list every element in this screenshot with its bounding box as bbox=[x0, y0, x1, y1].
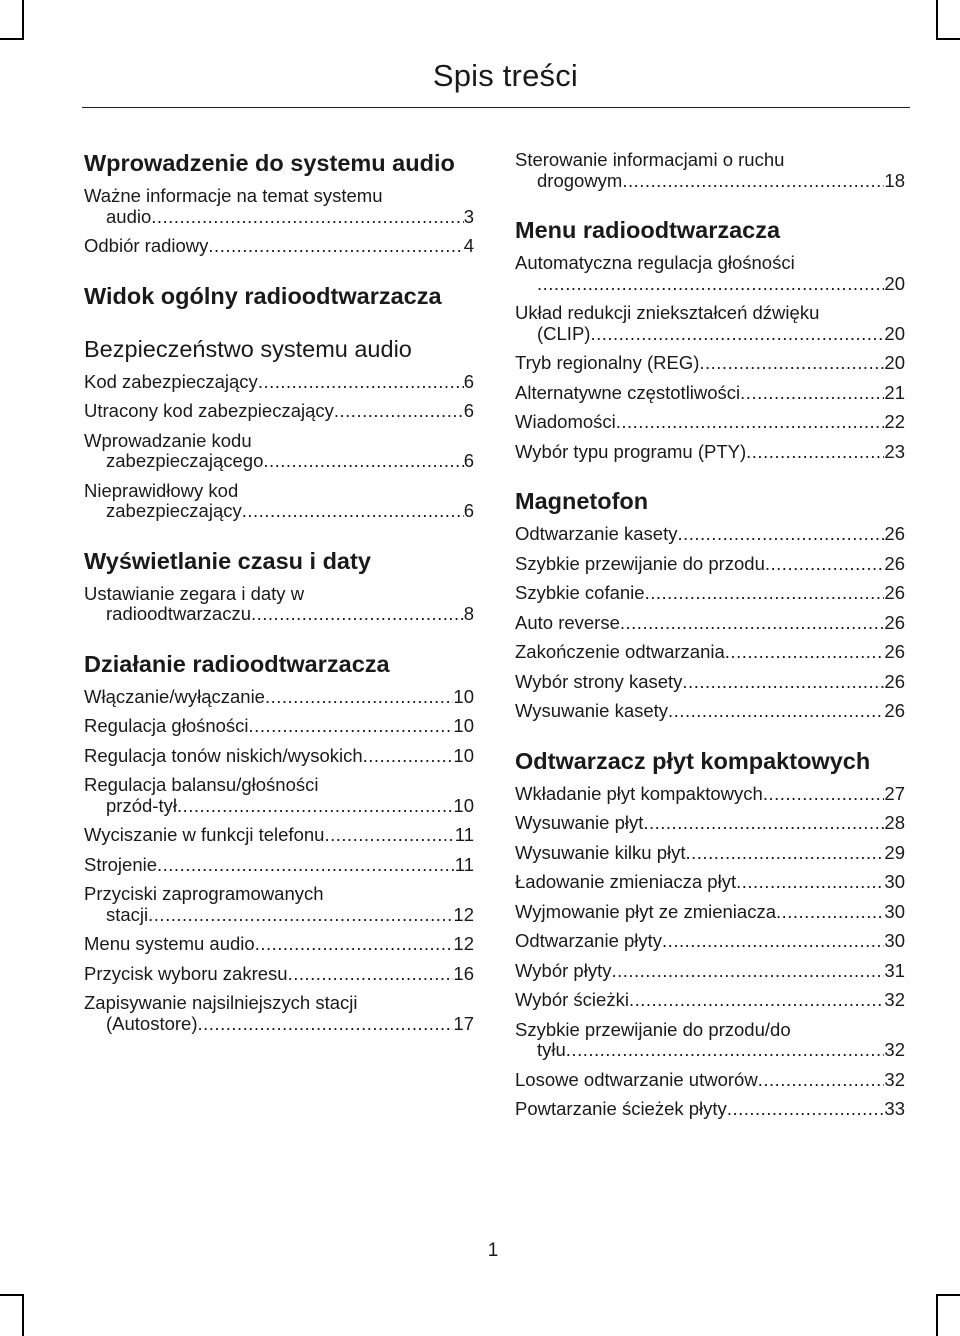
dot-leader bbox=[677, 524, 884, 545]
toc-entry[interactable] bbox=[515, 554, 905, 575]
toc-entry[interactable] bbox=[84, 687, 474, 708]
entry-line bbox=[515, 613, 905, 634]
toc-entry[interactable] bbox=[515, 442, 905, 463]
entry-page-number: 27 bbox=[884, 782, 905, 804]
dot-leader bbox=[611, 961, 884, 982]
entry-title-line: Układ redukcji zniekształceń dźwięku bbox=[515, 302, 820, 323]
toc-entry[interactable] bbox=[84, 401, 474, 422]
dot-leader bbox=[682, 672, 884, 693]
entry-title: Regulacja głośności bbox=[84, 715, 249, 736]
entry-title: Wybór strony kasety bbox=[515, 670, 683, 692]
section-heading[interactable]: Menu radioodtwarzacza bbox=[515, 217, 781, 243]
entry-title: Odtwarzanie płyty bbox=[515, 930, 663, 951]
toc-entry[interactable] bbox=[515, 1099, 905, 1120]
toc-entry[interactable] bbox=[84, 481, 474, 522]
entry-page-number: 16 bbox=[453, 962, 474, 984]
dot-leader bbox=[629, 990, 884, 1011]
toc-entry[interactable] bbox=[515, 383, 905, 404]
toc-column-left bbox=[84, 150, 474, 1060]
entry-page-number: 20 bbox=[884, 272, 905, 294]
dot-leader bbox=[758, 1070, 885, 1091]
entry-page-number: 11 bbox=[454, 824, 474, 845]
dot-leader bbox=[334, 401, 464, 422]
entry-page-number: 22 bbox=[884, 411, 905, 432]
entry-title: Wiadomości bbox=[515, 411, 616, 432]
toc-entry[interactable] bbox=[515, 672, 905, 693]
toc-entry[interactable] bbox=[84, 884, 474, 925]
entry-title-line: Nieprawidłowy kod bbox=[84, 479, 239, 501]
entry-line bbox=[515, 672, 905, 693]
page-title: Spis treści bbox=[432, 58, 578, 93]
toc-entry[interactable] bbox=[515, 784, 905, 805]
entry-page-number: 10 bbox=[453, 794, 474, 816]
crop-mark bbox=[22, 0, 24, 40]
entry-line bbox=[515, 353, 905, 374]
toc-entry[interactable] bbox=[515, 843, 905, 864]
entry-line bbox=[84, 934, 474, 955]
entry-line bbox=[515, 554, 905, 575]
dot-leader bbox=[363, 746, 454, 767]
entry-page-number: 6 bbox=[463, 450, 474, 471]
toc-entry[interactable] bbox=[515, 303, 905, 344]
entry-title: Kod zabezpieczający bbox=[84, 370, 258, 392]
entry-line bbox=[515, 813, 905, 834]
dot-leader bbox=[148, 905, 453, 926]
entry-title: Wyjmowanie płyt ze zmieniacza bbox=[515, 900, 776, 922]
entry-title-line: Ważne informacje na temat systemu bbox=[84, 185, 383, 206]
entry-page-number: 17 bbox=[453, 1012, 474, 1034]
crop-mark bbox=[22, 1294, 24, 1336]
entry-page-number: 32 bbox=[884, 989, 905, 1010]
entry-page-number: 26 bbox=[884, 582, 905, 603]
toc-entry[interactable] bbox=[84, 993, 474, 1034]
entry-line bbox=[106, 604, 474, 625]
entry-page-number: 11 bbox=[454, 853, 474, 875]
title-rule bbox=[82, 107, 910, 108]
dot-leader bbox=[686, 843, 885, 864]
dot-leader bbox=[265, 687, 453, 708]
entry-title: tyłu bbox=[537, 1039, 566, 1060]
entry-title: (CLIP) bbox=[537, 322, 591, 344]
entry-page-number: 28 bbox=[884, 812, 905, 833]
entry-title: Powtarzanie ścieżek płyty bbox=[515, 1098, 727, 1119]
entry-line bbox=[515, 583, 905, 604]
toc-entry[interactable] bbox=[515, 1070, 905, 1091]
toc-entry[interactable] bbox=[515, 990, 905, 1011]
entry-title: Szybkie cofanie bbox=[515, 582, 645, 603]
dot-leader bbox=[699, 353, 884, 374]
entry-page-number: 26 bbox=[884, 611, 905, 633]
dot-leader bbox=[776, 902, 884, 923]
dot-leader bbox=[251, 604, 464, 625]
dot-leader bbox=[177, 796, 453, 817]
entry-page-number: 26 bbox=[884, 552, 905, 574]
entry-title-line: Sterowanie informacjami o ruchu bbox=[515, 149, 785, 170]
entry-line bbox=[537, 1040, 905, 1061]
entry-title: Wybór typu programu (PTY) bbox=[515, 440, 747, 462]
toc-entry[interactable] bbox=[84, 934, 474, 955]
entry-page-number: 10 bbox=[453, 685, 474, 707]
dot-leader bbox=[198, 1014, 454, 1035]
toc-entry[interactable] bbox=[515, 613, 905, 634]
dot-leader bbox=[537, 274, 884, 295]
entry-page-number: 29 bbox=[884, 841, 905, 863]
toc-entry[interactable] bbox=[515, 1020, 905, 1061]
toc-section bbox=[84, 651, 474, 1035]
entry-title: audio bbox=[106, 205, 152, 227]
entry-title: Regulacja tonów niskich/wysokich bbox=[84, 744, 363, 766]
dot-leader bbox=[620, 613, 885, 634]
dot-leader bbox=[288, 964, 454, 985]
entry-title: Odtwarzanie kasety bbox=[515, 523, 678, 544]
toc-entry[interactable] bbox=[84, 825, 474, 846]
toc-entry[interactable] bbox=[84, 964, 474, 985]
section-heading[interactable]: Wprowadzenie do systemu audio bbox=[84, 150, 455, 176]
entry-page-number: 32 bbox=[884, 1068, 905, 1090]
section-heading[interactable]: Bezpieczeństwo systemu audio bbox=[84, 335, 412, 362]
entry-page-number: 31 bbox=[884, 959, 905, 981]
dot-leader bbox=[157, 855, 455, 876]
entry-title: Wyciszanie w funkcji telefonu bbox=[84, 824, 325, 845]
crop-mark bbox=[936, 1294, 938, 1336]
entry-title: Auto reverse bbox=[515, 611, 620, 633]
entry-title: Wysuwanie kilku płyt bbox=[515, 841, 686, 863]
entry-line bbox=[515, 442, 905, 463]
toc-entry[interactable] bbox=[84, 431, 474, 472]
toc-section bbox=[84, 150, 474, 257]
toc-entry[interactable] bbox=[84, 584, 474, 625]
toc-entry[interactable] bbox=[84, 716, 474, 737]
entry-line bbox=[515, 524, 905, 545]
entry-title: Włączanie/wyłączanie bbox=[84, 685, 265, 707]
entry-line bbox=[515, 642, 905, 663]
dot-leader bbox=[263, 451, 463, 472]
entry-title: zabezpieczający bbox=[106, 500, 242, 521]
entry-page-number: 21 bbox=[884, 381, 905, 403]
crop-mark bbox=[0, 38, 24, 40]
entry-title: Tryb regionalny (REG) bbox=[515, 352, 700, 373]
entry-page-number: 10 bbox=[453, 744, 474, 766]
entry-title: Utracony kod zabezpieczający bbox=[84, 400, 334, 421]
section-heading[interactable]: Magnetofon bbox=[515, 488, 649, 514]
entry-title: stacji bbox=[106, 903, 149, 925]
dot-leader bbox=[765, 554, 885, 575]
entry-page-number: 6 bbox=[463, 500, 474, 521]
entry-line bbox=[106, 1014, 474, 1035]
toc-section bbox=[84, 336, 474, 522]
entry-title: przód-tył bbox=[106, 794, 177, 816]
entry-line bbox=[106, 207, 474, 228]
crop-mark bbox=[936, 1294, 960, 1296]
entry-title-line: Zapisywanie najsilniejszych stacji bbox=[84, 992, 358, 1013]
entry-line bbox=[515, 990, 905, 1011]
crop-mark bbox=[936, 0, 938, 40]
dot-leader bbox=[662, 931, 884, 952]
entry-line bbox=[84, 964, 474, 985]
toc-entry[interactable] bbox=[515, 642, 905, 663]
dot-leader bbox=[151, 207, 463, 228]
dot-leader bbox=[566, 1040, 885, 1061]
toc-entry[interactable] bbox=[515, 872, 905, 893]
entry-title: Odbiór radiowy bbox=[84, 235, 209, 256]
toc-entry[interactable] bbox=[515, 961, 905, 982]
crop-mark bbox=[0, 1294, 24, 1296]
section-heading[interactable]: Odtwarzacz płyt kompaktowych bbox=[515, 747, 871, 774]
entry-title: zabezpieczającego bbox=[106, 450, 264, 471]
entry-page-number: 6 bbox=[463, 370, 474, 392]
dot-leader bbox=[668, 701, 884, 722]
section-heading[interactable]: Widok ogólny radioodtwarzacza bbox=[84, 282, 442, 309]
dot-leader bbox=[763, 784, 885, 805]
entry-line bbox=[515, 784, 905, 805]
dot-leader bbox=[725, 642, 885, 663]
toc-entry[interactable] bbox=[515, 931, 905, 952]
entry-page-number: 32 bbox=[884, 1039, 905, 1060]
entry-page-number: 26 bbox=[884, 523, 905, 544]
entry-line bbox=[106, 451, 474, 472]
entry-line bbox=[537, 171, 905, 192]
entry-title: drogowym bbox=[537, 169, 623, 191]
entry-title-line: Wprowadzanie kodu bbox=[84, 429, 252, 451]
entry-page-number: 20 bbox=[884, 352, 905, 373]
toc-entry[interactable] bbox=[515, 524, 905, 545]
entry-line bbox=[515, 412, 905, 433]
entry-title-line: Regulacja balansu/głośności bbox=[84, 774, 319, 795]
entry-title: Wybór ścieżki bbox=[515, 989, 629, 1010]
dot-leader bbox=[324, 825, 454, 846]
dot-leader bbox=[740, 383, 884, 404]
entry-page-number: 30 bbox=[884, 871, 905, 892]
toc-entry[interactable] bbox=[515, 353, 905, 374]
entry-line bbox=[515, 383, 905, 404]
crop-mark bbox=[936, 38, 960, 40]
toc-section bbox=[84, 283, 474, 310]
entry-title: (Autostore) bbox=[106, 1012, 198, 1034]
toc-section bbox=[515, 748, 905, 1120]
toc-entry[interactable] bbox=[515, 701, 905, 722]
entry-line bbox=[84, 401, 474, 422]
toc-section bbox=[515, 488, 905, 722]
toc-entry[interactable] bbox=[84, 746, 474, 767]
dot-leader bbox=[727, 1099, 885, 1120]
dot-leader bbox=[249, 716, 454, 737]
entry-title-line: Przyciski zaprogramowanych bbox=[84, 883, 324, 904]
entry-page-number: 33 bbox=[884, 1098, 905, 1119]
entry-title: Strojenie bbox=[84, 853, 158, 875]
dot-leader bbox=[255, 934, 454, 955]
entry-title-line: Ustawianie zegara i daty w bbox=[84, 582, 305, 604]
entry-line bbox=[84, 716, 474, 737]
entry-page-number: 18 bbox=[884, 169, 905, 191]
dot-leader bbox=[590, 324, 884, 345]
entry-title-line: Automatyczna regulacja głośności bbox=[515, 252, 795, 273]
entry-title: radioodtwarzaczu bbox=[106, 603, 251, 624]
toc-column-right bbox=[515, 150, 905, 1146]
toc-entry[interactable] bbox=[515, 813, 905, 834]
entry-page-number: 20 bbox=[884, 322, 905, 344]
entry-title: Wybór płyty bbox=[515, 959, 612, 981]
entry-page-number: 26 bbox=[884, 670, 905, 692]
entry-title: Losowe odtwarzanie utworów bbox=[515, 1068, 758, 1090]
entry-title: Menu systemu audio bbox=[84, 933, 255, 954]
toc-entry[interactable] bbox=[84, 372, 474, 393]
dot-leader bbox=[643, 813, 884, 834]
entry-line bbox=[84, 825, 474, 846]
entry-line bbox=[515, 961, 905, 982]
toc-entry[interactable] bbox=[84, 775, 474, 816]
dot-leader bbox=[616, 412, 885, 433]
toc-entry[interactable] bbox=[515, 253, 905, 294]
entry-line bbox=[84, 372, 474, 393]
entry-title: Wysuwanie płyt bbox=[515, 812, 644, 833]
toc-entry[interactable] bbox=[515, 150, 905, 191]
toc-section bbox=[515, 150, 905, 191]
entry-title: Ładowanie zmieniacza płyt bbox=[515, 871, 737, 892]
entry-page-number: 30 bbox=[884, 930, 905, 951]
entry-page-number: 4 bbox=[463, 235, 474, 256]
entry-page-number: 23 bbox=[884, 440, 905, 462]
entry-title: Wysuwanie kasety bbox=[515, 700, 669, 721]
entry-title: Zakończenie odtwarzania bbox=[515, 641, 725, 662]
dot-leader bbox=[736, 872, 884, 893]
dot-leader bbox=[645, 583, 885, 604]
page-number: 1 bbox=[487, 1240, 499, 1261]
dot-leader bbox=[258, 372, 464, 393]
toc-entry[interactable] bbox=[84, 236, 474, 257]
entry-line bbox=[515, 701, 905, 722]
dot-leader bbox=[746, 442, 884, 463]
toc-entry[interactable] bbox=[84, 855, 474, 876]
section-heading[interactable]: Działanie radioodtwarzacza bbox=[84, 650, 390, 677]
entry-line bbox=[106, 501, 474, 522]
entry-title: Szybkie przewijanie do przodu bbox=[515, 552, 765, 574]
toc-entry[interactable] bbox=[515, 583, 905, 604]
entry-page-number: 10 bbox=[453, 715, 474, 736]
entry-line bbox=[106, 905, 474, 926]
entry-line bbox=[84, 687, 474, 708]
entry-page-number: 6 bbox=[463, 400, 474, 421]
entry-title: Alternatywne częstotliwości bbox=[515, 381, 741, 403]
entry-line bbox=[515, 931, 905, 952]
toc-section bbox=[84, 548, 474, 625]
entry-title: Przycisk wyboru zakresu bbox=[84, 962, 288, 984]
entry-page-number: 30 bbox=[884, 900, 905, 922]
entry-line bbox=[515, 902, 905, 923]
entry-line bbox=[515, 1070, 905, 1091]
entry-line bbox=[84, 746, 474, 767]
entry-title: Wkładanie płyt kompaktowych bbox=[515, 782, 763, 804]
entry-line bbox=[84, 236, 474, 257]
entry-line bbox=[515, 843, 905, 864]
entry-page-number: 26 bbox=[884, 700, 905, 721]
entry-line bbox=[537, 324, 905, 345]
toc-section bbox=[515, 217, 905, 462]
entry-page-number: 3 bbox=[463, 205, 474, 227]
entry-page-number: 12 bbox=[453, 903, 474, 925]
dot-leader bbox=[208, 236, 463, 257]
entry-line bbox=[515, 1099, 905, 1120]
dot-leader bbox=[242, 501, 464, 522]
entry-line bbox=[106, 796, 474, 817]
toc-entry[interactable] bbox=[84, 186, 474, 227]
dot-leader bbox=[622, 171, 884, 192]
entry-page-number: 8 bbox=[463, 603, 474, 624]
entry-title-line: Szybkie przewijanie do przodu/do bbox=[515, 1018, 791, 1040]
entry-line bbox=[515, 872, 905, 893]
entry-page-number: 26 bbox=[884, 641, 905, 662]
entry-page-number: 12 bbox=[453, 933, 474, 954]
entry-line bbox=[537, 274, 905, 295]
toc-entry[interactable] bbox=[515, 412, 905, 433]
entry-line bbox=[84, 855, 474, 876]
section-heading[interactable]: Wyświetlanie czasu i daty bbox=[84, 547, 371, 574]
toc-entry[interactable] bbox=[515, 902, 905, 923]
